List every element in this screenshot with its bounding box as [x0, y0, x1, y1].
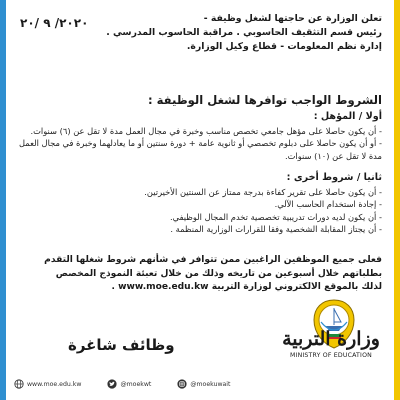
qualification-item: - أن يكون حاصلا على مؤهل جامعي تخصص مناسب وخبرة في مجال العمل مدة لا تقل عن (٦) سنوات. [30, 125, 382, 136]
ministry-name-arabic: وزارة التربية [282, 328, 380, 350]
left-accent-bar [0, 0, 6, 400]
condition-item: - أن يكون لديه دورات تدريبية تخصصية تخدم المجال الوظيفي. [170, 211, 382, 222]
footer-website[interactable] [14, 379, 81, 389]
footer-twitter[interactable] [107, 379, 151, 389]
closing-line: بطلباتهم خلال أسبوعين من تاريخه وذلك من خلال تعبئة النموذج المخصص [55, 268, 382, 279]
right-accent-bar [394, 0, 400, 400]
announcement-date: ٢٠٢٠/ ٩ /٢٠ [20, 16, 89, 30]
instagram-handle[interactable]: @moekuwait [190, 380, 231, 388]
vacancies-title: وظائف شاغرة [68, 336, 175, 354]
globe-icon [14, 379, 24, 389]
intro-line: رئيس قسم التثقيف الحاسوبي . مراقبة الحاسوب المدرسي . [106, 27, 382, 38]
intro-line: تعلن الوزارة عن حاجتها لشغل وظيفة - [203, 13, 382, 24]
qualification-section [16, 111, 382, 162]
condition-item: - إجادة استخدام الحاسب الآلي. [274, 199, 382, 209]
qualification-item: - أو أن يكون حاصلا على دبلوم تخصصي أو ثانوية عامة + دورة سنتين أو ما يعادلهما وخبرة في مجال العمل مدة لا تقل عن (١٠) سنوات. [18, 138, 382, 161]
intro-line: إدارة نظم المعلومات - قطاع وكيل الوزارة. [186, 41, 382, 52]
twitter-handle[interactable]: @moekwt [120, 380, 152, 388]
ministry-brand [268, 328, 394, 359]
qualification-heading: أولا / المؤهل : [313, 111, 382, 122]
website-link[interactable]: www.moe.edu.kw [27, 380, 82, 388]
intro-block [16, 12, 382, 54]
other-conditions-section [16, 172, 382, 236]
ministry-name-english: MINISTRY OF EDUCATION [290, 352, 372, 359]
instagram-icon [177, 379, 187, 389]
closing-line: فعلى جميع الموظفين الراغبين ممن تتوافر في شأنهم شروط شغلها التقدم [44, 255, 382, 265]
twitter-icon [107, 379, 117, 389]
footer-instagram[interactable] [177, 379, 230, 389]
closing-line: لذلك بالموقع الالكتروني لوزارة التربية www.moe.edu.kw . [111, 282, 382, 292]
closing-paragraph [14, 254, 382, 295]
condition-item: - أن يكون حاصلا على تقرير كفاءة بدرجة ممتاز عن السنتين الأخيرتين. [144, 186, 382, 197]
condition-item: - أن يجتاز المقابلة الشخصية وفقا للقرارات الوزارية المنظمة . [170, 224, 382, 234]
conditions-title: الشروط الواجب توافرها لشغل الوظيفة : [147, 93, 382, 107]
footer-bar [14, 377, 386, 391]
other-conditions-heading: ثانيا / شروط أخرى : [286, 172, 382, 183]
